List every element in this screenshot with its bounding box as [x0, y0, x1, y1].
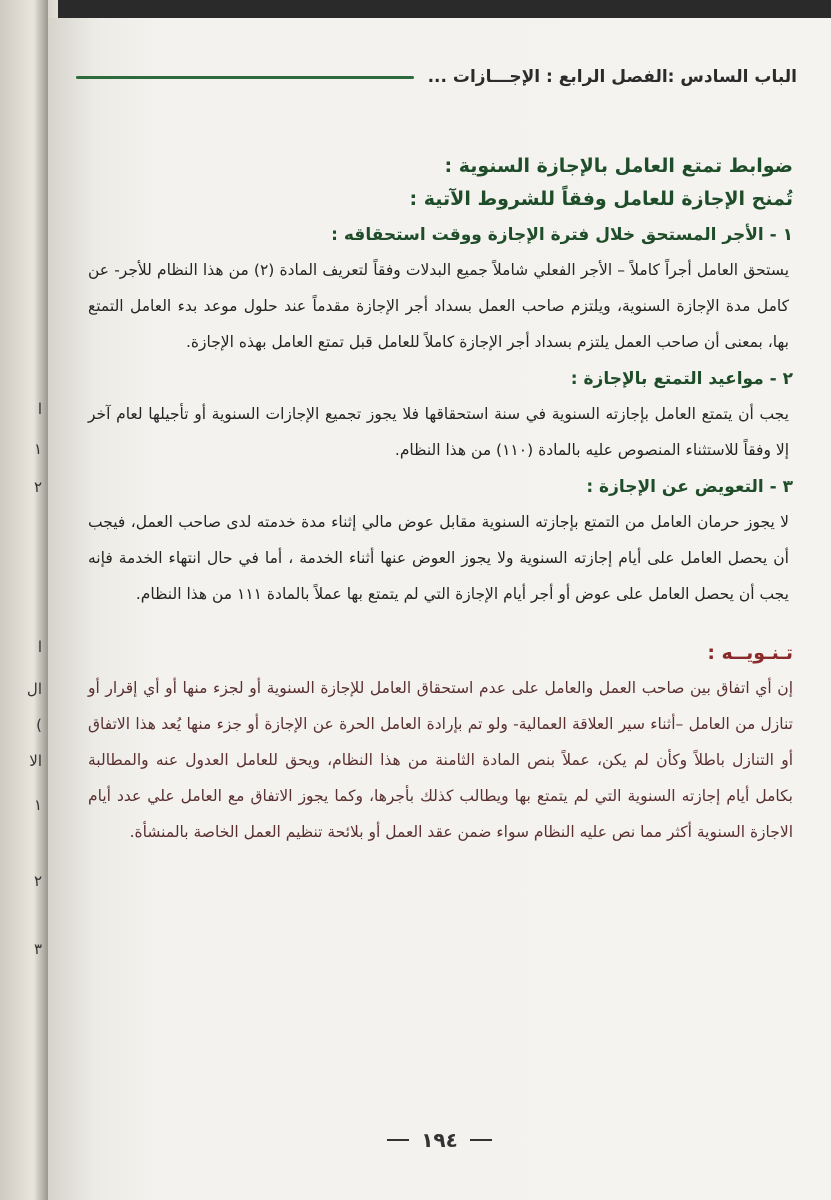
section-paragraph: لا يجوز حرمان العامل من التمتع بإجازته السنوية مقابل عوض مالي إثناء مدة خدمته لدى صاحب العمل، فيجب أن يحصل العامل على أيام إجازته السنوية ولا يجوز العوض عنها أثناء الخدمة ، أما في حال انتهاء الخدمة فإنه يجب أن يحصل العامل على عوض أو أجر أيام الإجازة التي لم يتمتع بها عملاً بالمادة ١١١ من هذا النظام.	[88, 513, 789, 603]
section-heading: ٢ - مواعيد التمتع بالإجازة :	[570, 369, 793, 389]
left-page-fragment: ١	[33, 796, 42, 814]
left-page-fragment: ٢	[33, 872, 42, 890]
page-content	[88, 150, 793, 850]
footer-dash	[387, 1139, 409, 1141]
section-heading: ٣ - التعويض عن الإجازة :	[586, 477, 793, 497]
left-page-fragment: ال	[26, 680, 42, 698]
left-page-fragment: (	[36, 716, 42, 734]
running-header	[76, 60, 797, 94]
left-page-edge	[0, 0, 48, 1200]
left-page-fragment: ٣	[33, 940, 42, 958]
header-title: الباب السادس :الفصل الرابع : الإجـــازات ...	[427, 67, 797, 87]
note-heading: تـنـويــه :	[707, 642, 793, 664]
book-page	[48, 18, 831, 1200]
page-number: ١٩٤	[421, 1128, 458, 1152]
left-page-fragment: الا	[29, 752, 42, 770]
section-paragraph: يجب أن يتمتع العامل بإجازته السنوية في سنة استحقاقها فلا يجوز تجميع الإجازات السنوية أو تأجيلها لعام آخر إلا وفقاً للاستثناء المنصوص عليه بالمادة (١١٠) من هذا النظام.	[88, 405, 789, 459]
page-footer	[48, 1128, 831, 1152]
left-page-fragment: ٢	[33, 478, 42, 496]
sub-heading: تُمنح الإجازة للعامل وفقاً للشروط الآتية :	[409, 188, 793, 210]
left-page-fragment: ا	[37, 400, 42, 418]
left-page-fragment: ١	[33, 440, 42, 458]
header-rule	[76, 76, 414, 79]
footer-dash	[470, 1139, 492, 1141]
main-heading: ضوابط تمتع العامل بالإجازة السنوية :	[444, 155, 793, 177]
note-paragraph: إن أي اتفاق بين صاحب العمل والعامل على عدم استحقاق العامل للإجازة السنوية أو لجزء منها أو أي إقرار أو تنازل من العامل –أثناء سير العلاقة العمالية- ولو تم بإرادة العامل الحرة عن الإجازة أو جزء منها يُعد هذا الاتفاق أو التنازل باطلاً وكأن لم يكن، عملاً بنص المادة الثامنة من هذا النظام، ويحق للعامل العدول عنه والمطالبة بكامل أيام إجازته السنوية التي لم يتمتع بها ويطالب كذلك بأجرها، وكما يجوز الاتفاق مع العامل علي عدد أيام الاجازة السنوية أكثر مما نص عليه النظام سواء ضمن عقد العمل أو بلائحة تنظيم العمل الخاصة بالمنشأة.	[88, 679, 793, 841]
left-page-fragment: ا	[37, 638, 42, 656]
section-heading: ١ - الأجر المستحق خلال فترة الإجازة ووقت استحقاقه :	[331, 225, 793, 245]
section-paragraph: يستحق العامل أجراً كاملاً – الأجر الفعلي شاملاً جميع البدلات وفقاً لتعريف المادة (٢) من هذا النظام للأجر- عن كامل مدة الإجازة السنوية، ويلتزم صاحب العمل بسداد أجر الإجازة مقدماً عند حلول موعد بدء العامل التمتع بها، بمعنى أن صاحب العمل يلتزم بسداد أجر الإجازة كاملاً للعامل قبل تمتع العامل بهذه الإجازة.	[88, 261, 790, 351]
